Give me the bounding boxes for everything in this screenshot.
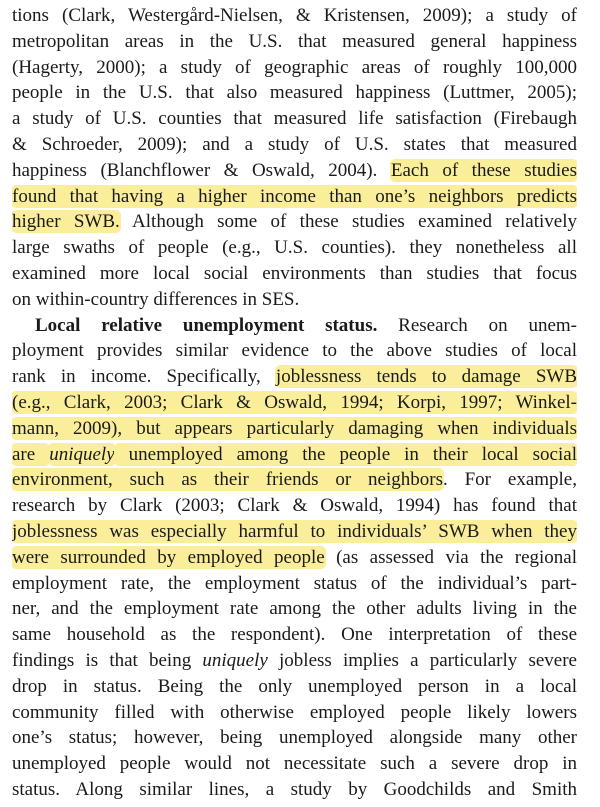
text-line [12, 184, 577, 210]
text-segment: examined more local social environments than studies that focus [12, 262, 577, 284]
text-segment: rank in income. Specifically, [12, 366, 276, 388]
text-line [12, 596, 577, 622]
text-line [12, 751, 577, 777]
text-segment: happiness (Blanchflower & Oswald, 2004). [12, 159, 391, 181]
highlighted-text: joblessness tends to damage SWB [275, 366, 577, 388]
text-segment: . For example, [443, 469, 577, 491]
text-line [12, 700, 577, 726]
text-line [12, 467, 577, 493]
text-line [12, 648, 577, 674]
highlighted-text: joblessness was especially harmful to individuals’ SWB when they [12, 520, 577, 542]
text-line [12, 158, 577, 184]
text-line [12, 725, 577, 751]
highlighted-emphasis-text: uniquely [49, 443, 115, 465]
highlighted-text: environment, such as their friends or neighbors [12, 469, 443, 491]
text-line [12, 777, 577, 803]
highlighted-text: mann, 2009), but appears particularly damaging when individuals [12, 417, 577, 439]
text-line [12, 106, 577, 132]
text-segment: drop in status. Being the only unemployed person in a local [12, 675, 577, 697]
highlighted-text: were surrounded by employed people [12, 546, 325, 568]
text-line [12, 416, 577, 442]
highlighted-text: unemployed among the people in their local social [114, 443, 577, 465]
highlighted-text: are [12, 443, 50, 465]
text-segment: Research on unem- [377, 314, 577, 336]
text-segment: a study of U.S. counties that measured life satisfaction (Firebaugh [12, 108, 577, 130]
highlighted-text: found that having a higher income than one’s neighbors predicts [12, 185, 577, 207]
body-text [12, 3, 577, 803]
text-line [12, 261, 577, 287]
emphasis-text: uniquely [202, 649, 268, 671]
text-segment: large swaths of people (e.g., U.S. counties). they nonetheless all [12, 237, 577, 259]
text-segment: community filled with otherwise employed people likely lowers [12, 701, 577, 723]
section-heading: Local relative unemployment status. [35, 314, 378, 336]
text-line [12, 29, 577, 55]
text-segment: one’s status; however, being unemployed alongside many other [12, 727, 577, 749]
text-line [12, 622, 577, 648]
text-line [12, 235, 577, 261]
text-line [12, 493, 577, 519]
text-line [12, 287, 577, 313]
highlighted-text: higher SWB. [12, 211, 120, 233]
text-segment: status. Along similar lines, a study by Goodchilds and Smith [12, 778, 577, 800]
text-line [12, 364, 577, 390]
text-line [12, 55, 577, 81]
text-line [12, 519, 577, 545]
text-line [12, 338, 577, 364]
text-line [12, 390, 577, 416]
text-line [12, 674, 577, 700]
text-line [12, 442, 577, 468]
text-line [12, 313, 577, 339]
text-segment: jobless implies a particularly severe [267, 649, 577, 671]
text-segment: same household as the respondent). One interpretation of these [12, 624, 577, 646]
text-segment: Although some of these studies examined relatively [119, 211, 577, 233]
text-line [12, 209, 577, 235]
text-segment: tions (Clark, Westergård-Nielsen, & Kristensen, 2009); a study of [12, 5, 577, 26]
text-segment: ner, and the employment rate among the other adults living in the [12, 598, 577, 620]
text-segment: (Hagerty, 2000); a study of geographic areas of roughly 100,000 [12, 56, 577, 78]
text-segment: unemployed people would not necessitate such a severe drop in [12, 753, 577, 775]
text-segment: & Schroeder, 2009); and a study of U.S. states that measured [12, 133, 577, 155]
text-segment: people in the U.S. that also measured happiness (Luttmer, 2005); [12, 82, 577, 104]
text-line [12, 571, 577, 597]
text-segment: findings is that being [12, 649, 203, 671]
text-line [12, 132, 577, 158]
text-line [12, 545, 577, 571]
text-segment: ployment provides similar evidence to the above studies of local [12, 340, 577, 362]
highlighted-text: Each of these studies [390, 159, 577, 181]
text-line [12, 3, 577, 29]
text-line [12, 80, 577, 106]
text-segment: on within-country differences in SES. [12, 288, 300, 310]
text-segment: metropolitan areas in the U.S. that measured general happiness [12, 30, 577, 52]
text-segment: research by Clark (2003; Clark & Oswald, 1994) has found that [12, 495, 577, 517]
text-segment: (as assessed via the regional [324, 546, 577, 568]
text-segment: employment rate, the employment status of the individual’s part- [12, 572, 577, 594]
highlighted-text: (e.g., Clark, 2003; Clark & Oswald, 1994; Korpi, 1997; Winkel- [12, 391, 577, 413]
